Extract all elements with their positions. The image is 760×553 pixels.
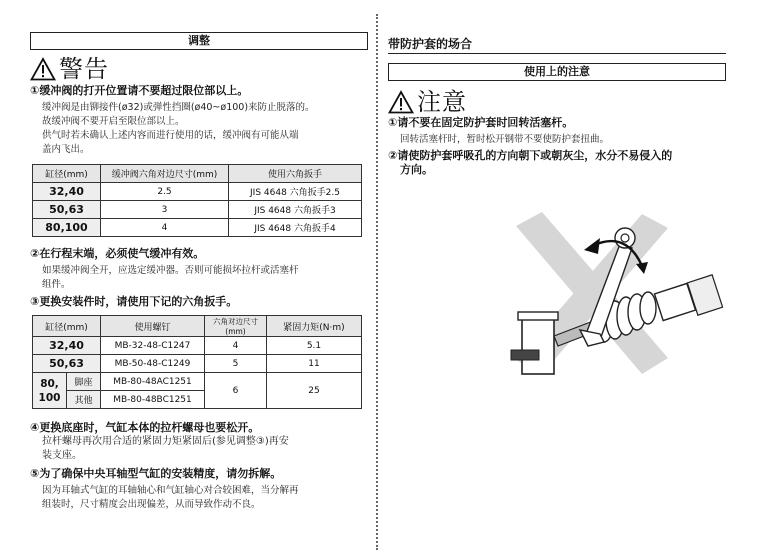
r-item2-title-1: ②请使防护套呼吸孔的方向朝下或朝灰尘，水分不易侵入的 <box>388 149 673 162</box>
wrench-cell: JIS 4648 六角扳手4 <box>229 219 362 237</box>
item1-desc-2: 故缓冲阀不要开启至限位部以上。 <box>42 116 185 127</box>
item2-title: ②在行程末端，必须使气缓冲有效。 <box>30 247 205 260</box>
hex-cell: 4 <box>101 219 229 237</box>
hex-cell: 6 <box>205 373 267 409</box>
right-column <box>388 0 726 177</box>
wrench-cell: JIS 4648 六角扳手2.5 <box>229 183 362 201</box>
screw-cell: MB-80-48BC1251 <box>101 391 205 409</box>
bore-cell: 32,40 <box>33 337 101 355</box>
screw-cell: MB-32-48-C1247 <box>101 337 205 355</box>
screw-cell: MB-50-48-C1249 <box>101 355 205 373</box>
torque-cell: 5.1 <box>267 337 362 355</box>
cylinder-body <box>511 312 558 374</box>
torque-cell: 11 <box>267 355 362 373</box>
boot-section-title: 带防护套的场合 <box>388 35 726 54</box>
bore-cell: 80,100 <box>33 219 101 237</box>
item2-desc-1: 如果缓冲阀全开，应选定缓冲器。否则可能损坏拉杆或活塞杆 <box>42 265 299 276</box>
header-torque: 紧固力矩(N·m) <box>267 316 362 337</box>
table-row <box>33 219 362 237</box>
item1-desc-1: 缓冲阀是由铆接件(ø32)或弹性挡圈(ø40~ø100)来防止脱落的。 <box>42 102 315 113</box>
screw-cell: MB-80-48AC1251 <box>101 373 205 391</box>
item5-title: ⑤为了确保中央耳轴型气缸的安装精度，请勿拆解。 <box>30 467 282 480</box>
item4-title: ④更换底座时，气缸本体的拉杆螺母也要松开。 <box>30 421 260 434</box>
item1-title: ①缓冲阀的打开位置请不要超过限位部以上。 <box>30 84 249 97</box>
valve-hex-table <box>32 164 362 237</box>
table-row <box>33 355 362 373</box>
table-row <box>33 373 362 391</box>
section-title-adjust: 调整 <box>30 32 368 50</box>
table-row <box>33 183 362 201</box>
item4-desc-2: 装支座。 <box>42 450 82 461</box>
prohibited-rotation-illustration <box>508 208 728 388</box>
warning-title: 警告 <box>59 55 109 83</box>
header-hex: 六角对边尺寸(mm) <box>205 316 267 337</box>
table-header <box>33 165 362 183</box>
hex-cell: 3 <box>101 201 229 219</box>
hex-cell: 5 <box>205 355 267 373</box>
bore-cell: 80, 100 <box>33 373 67 409</box>
caution-heading <box>388 89 726 115</box>
warning-heading <box>30 56 368 82</box>
header-hex: 缓冲阀六角对边尺寸(mm) <box>101 165 229 183</box>
rod-end-bracket <box>655 275 723 321</box>
item3-title: ③更换安装件时，请使用下记的六角扳手。 <box>30 295 238 308</box>
caution-title: 注意 <box>417 88 467 116</box>
hex-cell: 4 <box>205 337 267 355</box>
item4-desc-1: 拉杆螺母再次用合适的紧固力矩紧固后(参见调整③)再安 <box>42 436 289 447</box>
header-bore: 缸径(mm) <box>33 316 101 337</box>
r-item2-title-2: 方向。 <box>400 163 433 176</box>
column-divider <box>376 14 378 550</box>
left-column <box>30 0 368 512</box>
wrench-cell: JIS 4648 六角扳手3 <box>229 201 362 219</box>
header-screw: 使用螺钉 <box>101 316 205 337</box>
table-row <box>33 201 362 219</box>
caution-triangle-icon <box>388 90 414 114</box>
item5-desc-1: 因为耳轴式气缸的耳轴轴心和气缸轴心对合较困难，当分解再 <box>42 485 299 496</box>
sub-cell: 脚座 <box>67 373 101 391</box>
torque-cell: 25 <box>267 373 362 409</box>
bore-cell: 50,63 <box>33 355 101 373</box>
table-row <box>33 337 362 355</box>
item1-desc-4: 盖内飞出。 <box>42 144 90 155</box>
item2-desc-2: 组件。 <box>42 279 71 290</box>
sub-cell: 其他 <box>67 391 101 409</box>
header-wrench: 使用六角扳手 <box>229 165 362 183</box>
mounting-screw-table <box>32 315 362 409</box>
hex-cell: 2.5 <box>101 183 229 201</box>
r-item1-desc: 回转活塞杆时，暂时松开钢带不要使防护套扭曲。 <box>400 134 610 145</box>
warning-triangle-icon <box>30 57 56 81</box>
section-title-precautions: 使用上的注意 <box>388 63 726 81</box>
bore-cell: 50,63 <box>33 201 101 219</box>
item5-desc-2: 组装时，尺寸精度会出现偏差，从而导致作动不良。 <box>42 499 261 510</box>
r-item1-title: ①请不要在固定防护套时回转活塞杆。 <box>388 116 574 129</box>
table-header <box>33 316 362 337</box>
bore-cell: 32,40 <box>33 183 101 201</box>
header-bore: 缸径(mm) <box>33 165 101 183</box>
item1-desc-3: 供气时若未确认上述内容而进行使用的话，缓冲阀有可能从端 <box>42 130 299 141</box>
